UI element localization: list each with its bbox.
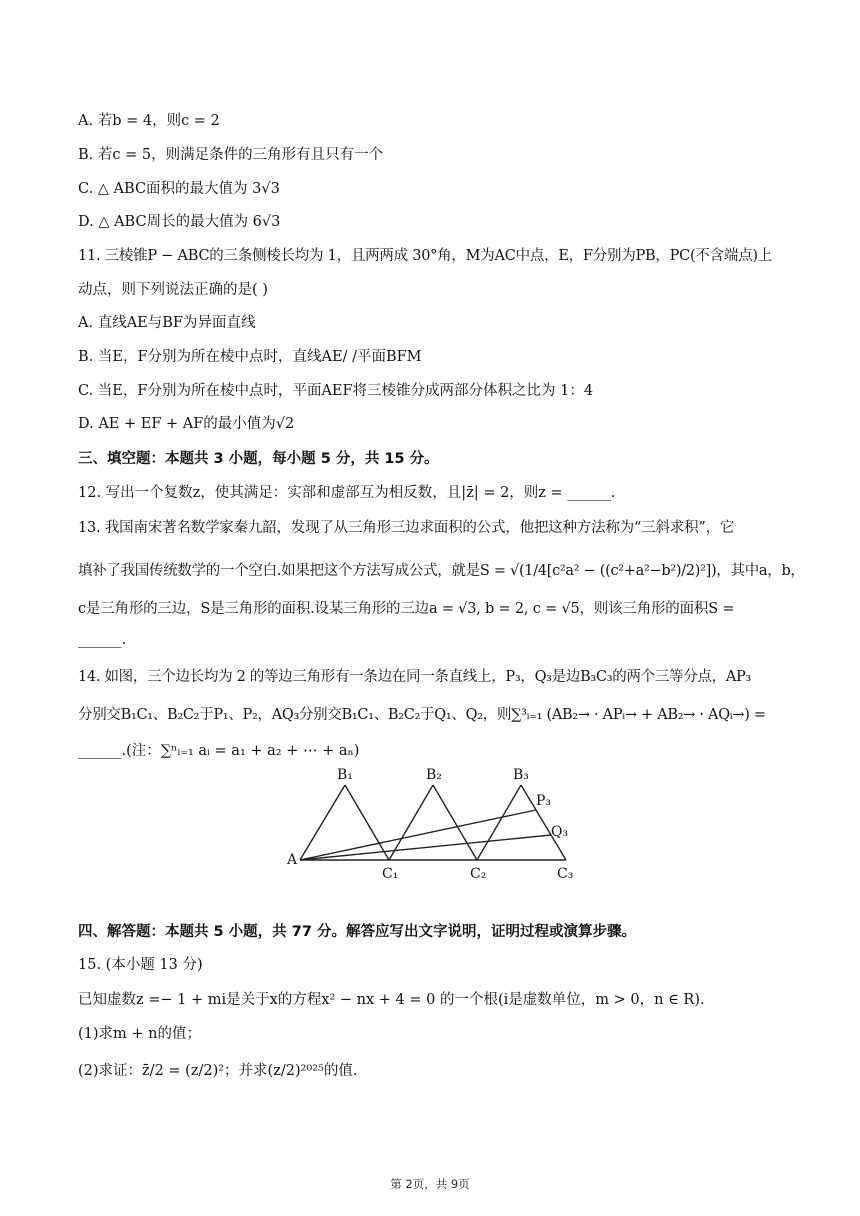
option-11b: B. 当E，F分别为所在棱中点时，直线AE/ /平面BFM xyxy=(78,349,422,365)
option-11a: A. 直线AE与BF为异面直线 xyxy=(78,315,256,331)
option-10b: B. 若c = 5，则满足条件的三角形有且只有一个 xyxy=(78,147,384,163)
label-b2: B₂ xyxy=(426,767,442,783)
segment-b2-c2 xyxy=(433,785,477,860)
label-b1: B₁ xyxy=(337,767,353,783)
option-10c: C. △ ABC面积的最大值为 3√3 xyxy=(78,181,280,197)
label-c1: C₁ xyxy=(382,866,399,882)
segment-a-b1 xyxy=(300,785,345,860)
option-11c: C. 当E，F分别为所在棱中点时，平面AEF将三棱锥分成两部分体积之比为 1：4 xyxy=(78,383,594,399)
label-q3: Q₃ xyxy=(551,824,569,840)
q14-line3: ______.(注：∑ⁿᵢ₌₁ aᵢ = a₁ + a₂ + ⋯ + aₙ) xyxy=(78,743,360,759)
q11-stem-line2: 动点，则下列说法正确的是( ) xyxy=(78,282,268,298)
segment-a-p3 xyxy=(300,810,536,860)
option-11d: D. AE + EF + AF的最小值为√2 xyxy=(78,416,295,432)
q12-text: 12. 写出一个复数z，使其满足：实部和虚部互为相反数，且|z̄| = 2，则z = ______. xyxy=(78,485,616,501)
q15-part1: (1)求m + n的值； xyxy=(78,1026,201,1042)
q13-line4: ______. xyxy=(78,632,127,648)
segment-c2-b3 xyxy=(477,785,521,860)
q15-title: 15. (本小题 13 分) xyxy=(78,957,203,973)
segment-b1-c1 xyxy=(345,785,389,860)
label-a: A xyxy=(287,852,298,868)
label-b3: B₃ xyxy=(513,767,529,783)
q15-stem: 已知虚数z =− 1 + mi是关于x的方程x² − nx + 4 = 0 的一个根(i是虚数单位，m > 0，n ∈ R). xyxy=(78,992,705,1008)
section-3-heading: 三、填空题：本题共 3 小题，每小题 5 分，共 15 分。 xyxy=(78,451,439,467)
segment-b3-c3 xyxy=(521,785,569,860)
page-footer: 第 2页，共 9页 xyxy=(390,1177,470,1191)
label-p3: P₃ xyxy=(536,793,552,809)
segment-c1-b2 xyxy=(389,785,433,860)
option-10d: D. △ ABC周长的最大值为 6√3 xyxy=(78,214,281,230)
label-c3: C₃ xyxy=(557,866,574,882)
option-10a: A. 若b = 4，则c = 2 xyxy=(78,113,220,129)
q13-line3: c是三角形的三边，S是三角形的面积.设某三角形的三边a = √3, b = 2, c = √5，则该三角形的面积S = xyxy=(78,601,735,617)
q14-line2: 分别交B₁C₁、B₂C₂于P₁、P₂，AQ₃分别交B₁C₁、B₂C₂于Q₁、Q₂，则∑³ᵢ₌₁ (AB₂→ · APᵢ→ + AB₂→ · AQᵢ→) = xyxy=(78,707,766,723)
segment-a-q3 xyxy=(300,835,551,860)
label-c2: C₂ xyxy=(470,866,487,882)
q11-stem-line1: 11. 三棱锥P − ABC的三条侧棱长均为 1，且两两成 30°角，M为AC中点，E，F分别为PB，PC(不含端点)上 xyxy=(78,248,773,264)
q15-part2: (2)求证：z̄/2 = (z/2)²；并求(z/2)²⁰²⁵的值. xyxy=(78,1063,358,1079)
section-4-heading: 四、解答题：本题共 5 小题，共 77 分。解答应写出文字说明，证明过程或演算步骤。 xyxy=(78,924,636,940)
q13-line2: 填补了我国传统数学的一个空白.如果把这个方法写成公式，就是S = √(1/4[c²a² − ((c²+a²−b²)/2)²])，其中a，b， xyxy=(78,563,805,579)
q14-line1: 14. 如图，三个边长均为 2 的等边三角形有一条边在同一条直线上，P₃，Q₃是边B₃C₃的两个三等分点，AP₃ xyxy=(78,669,751,685)
q13-line1: 13. 我国南宋著名数学家秦九韶，发现了从三角形三边求面积的公式，他把这种方法称为“三斜求积”，它 xyxy=(78,520,735,536)
